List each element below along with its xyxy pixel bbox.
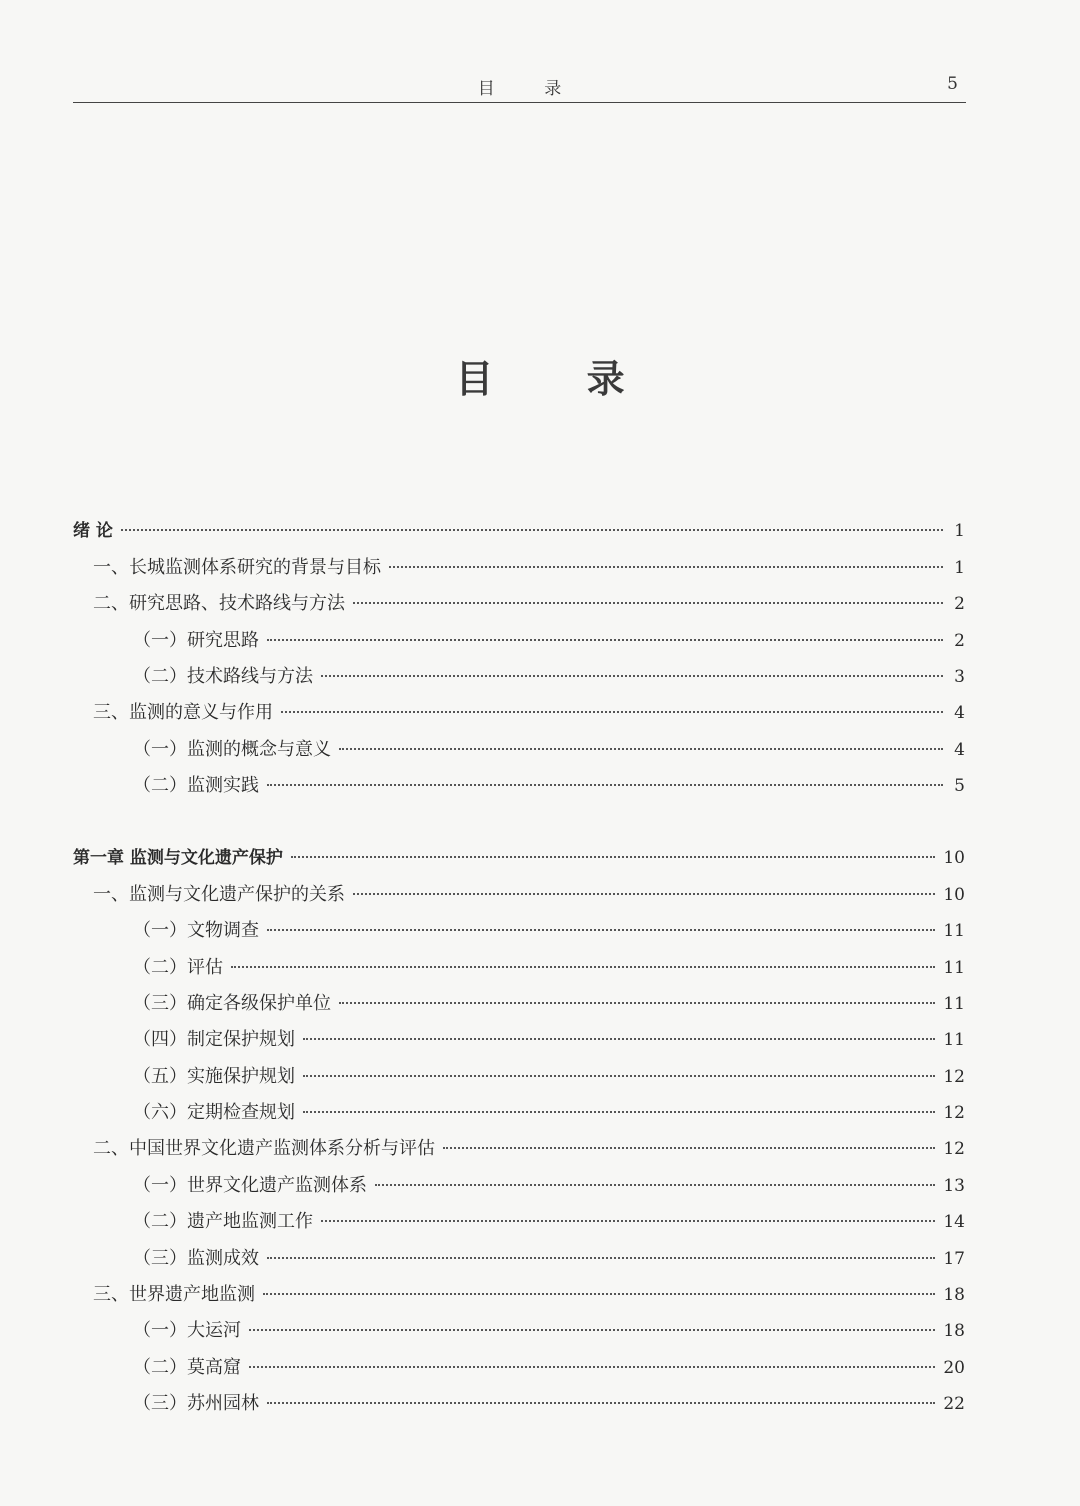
- toc-entry-title: 三、监测的意义与作用: [93, 702, 273, 723]
- dot-leader: [353, 602, 943, 604]
- running-title: 目 录: [477, 79, 584, 99]
- toc-entry-title: （一）文物调查: [133, 920, 259, 941]
- toc-entry-title: （二）评估: [133, 957, 223, 978]
- toc-entry-title: 绪 论: [73, 521, 113, 541]
- toc-entry-page: 12: [943, 1103, 965, 1123]
- page-number: 5: [947, 74, 958, 94]
- toc-entry-page: 3: [954, 667, 965, 687]
- toc-entry[interactable]: [73, 1389, 965, 1419]
- dot-leader: [267, 1257, 935, 1259]
- dot-leader: [339, 1002, 935, 1004]
- dot-leader: [389, 566, 943, 568]
- toc-entry-page: 20: [943, 1358, 965, 1378]
- toc-entry[interactable]: [73, 1171, 965, 1201]
- dot-leader: [267, 1402, 935, 1404]
- toc-entry-page: 2: [954, 594, 965, 614]
- toc-entry[interactable]: [73, 1353, 965, 1383]
- toc-entry-page: 17: [943, 1249, 965, 1269]
- toc-entry-page: 5: [954, 776, 965, 796]
- toc-entry-page: 11: [943, 1030, 965, 1050]
- toc-title: 目 录: [455, 357, 665, 401]
- toc-entry-page: 2: [954, 631, 965, 651]
- dot-leader: [321, 1220, 935, 1222]
- toc-entry-page: 12: [943, 1139, 965, 1159]
- toc-entry-page: 10: [943, 885, 965, 905]
- toc-entry[interactable]: [73, 1316, 965, 1346]
- dot-leader: [303, 1075, 935, 1077]
- toc-entry[interactable]: [73, 1207, 965, 1237]
- toc-entry[interactable]: [73, 843, 965, 873]
- dot-leader: [263, 1293, 935, 1295]
- toc-entry[interactable]: [73, 735, 965, 765]
- toc-entry[interactable]: [73, 1280, 965, 1310]
- dot-leader: [281, 711, 943, 713]
- toc-entry-title: （二）技术路线与方法: [133, 666, 313, 687]
- toc-entry[interactable]: [73, 989, 965, 1019]
- toc-entry-title: （二）监测实践: [133, 775, 259, 796]
- toc-entry-title: 一、监测与文化遗产保护的关系: [93, 884, 345, 905]
- toc-entry-page: 10: [943, 848, 965, 868]
- dot-leader: [267, 639, 943, 641]
- toc-entry-title: （一）世界文化遗产监测体系: [133, 1175, 367, 1196]
- toc-entry-title: 二、研究思路、技术路线与方法: [93, 593, 345, 614]
- toc-entry-page: 4: [954, 703, 965, 723]
- toc-entry-page: 22: [943, 1394, 965, 1414]
- dot-leader: [353, 893, 935, 895]
- toc-entry-page: 18: [943, 1321, 965, 1341]
- toc-entry[interactable]: [73, 771, 965, 801]
- toc-entry[interactable]: [73, 1244, 965, 1274]
- toc-entry[interactable]: [73, 953, 965, 983]
- toc-entry-title: （四）制定保护规划: [133, 1029, 295, 1050]
- toc-entry-title: （二）莫高窟: [133, 1357, 241, 1378]
- dot-leader: [375, 1184, 935, 1186]
- toc-entry[interactable]: [73, 1134, 965, 1164]
- toc-entry-page: 4: [954, 740, 965, 760]
- dot-leader: [339, 748, 943, 750]
- dot-leader: [231, 966, 935, 968]
- toc-entry-page: 12: [943, 1067, 965, 1087]
- toc-entry-page: 11: [943, 921, 965, 941]
- toc-entry-title: （二）遗产地监测工作: [133, 1211, 313, 1232]
- toc-entry[interactable]: [73, 698, 965, 728]
- toc-entry[interactable]: [73, 516, 965, 546]
- toc-entry[interactable]: [73, 626, 965, 656]
- dot-leader: [303, 1038, 935, 1040]
- toc-entry-title: 第一章 监测与文化遗产保护: [73, 848, 283, 868]
- toc-entry-title: （一）研究思路: [133, 630, 259, 651]
- toc-entry-page: 11: [943, 958, 965, 978]
- toc-entry[interactable]: [73, 553, 965, 583]
- dot-leader: [443, 1147, 935, 1149]
- toc-entry-title: 二、中国世界文化遗产监测体系分析与评估: [93, 1138, 435, 1159]
- toc-entry[interactable]: [73, 662, 965, 692]
- dot-leader: [291, 856, 935, 858]
- toc-entry[interactable]: [73, 1062, 965, 1092]
- toc-entry[interactable]: [73, 880, 965, 910]
- dot-leader: [267, 929, 935, 931]
- dot-leader: [249, 1329, 935, 1331]
- toc-entry[interactable]: [73, 589, 965, 619]
- toc-entry-title: 一、长城监测体系研究的背景与目标: [93, 557, 381, 578]
- toc-entry-title: （一）大运河: [133, 1320, 241, 1341]
- toc-entry[interactable]: [73, 1025, 965, 1055]
- toc-entry-title: （三）苏州园林: [133, 1393, 259, 1414]
- toc-entry-title: （三）监测成效: [133, 1248, 259, 1269]
- dot-leader: [249, 1366, 935, 1368]
- toc-entry-title: （一）监测的概念与意义: [133, 739, 331, 760]
- toc-entry-title: （六）定期检查规划: [133, 1102, 295, 1123]
- toc-entry[interactable]: [73, 916, 965, 946]
- toc-entry-title: 三、世界遗产地监测: [93, 1284, 255, 1305]
- toc-entry-page: 14: [943, 1212, 965, 1232]
- toc-entry-page: 1: [954, 521, 965, 541]
- toc-entry[interactable]: [73, 1098, 965, 1128]
- toc-entry-title: （五）实施保护规划: [133, 1066, 295, 1087]
- dot-leader: [303, 1111, 935, 1113]
- dot-leader: [121, 529, 943, 531]
- toc-entry-title: （三）确定各级保护单位: [133, 993, 331, 1014]
- toc-entry-page: 18: [943, 1285, 965, 1305]
- toc-entry-page: 13: [943, 1176, 965, 1196]
- toc-entry-page: 11: [943, 994, 965, 1014]
- running-header: [73, 70, 966, 103]
- dot-leader: [267, 784, 943, 786]
- toc-entry-page: 1: [954, 558, 965, 578]
- dot-leader: [321, 675, 943, 677]
